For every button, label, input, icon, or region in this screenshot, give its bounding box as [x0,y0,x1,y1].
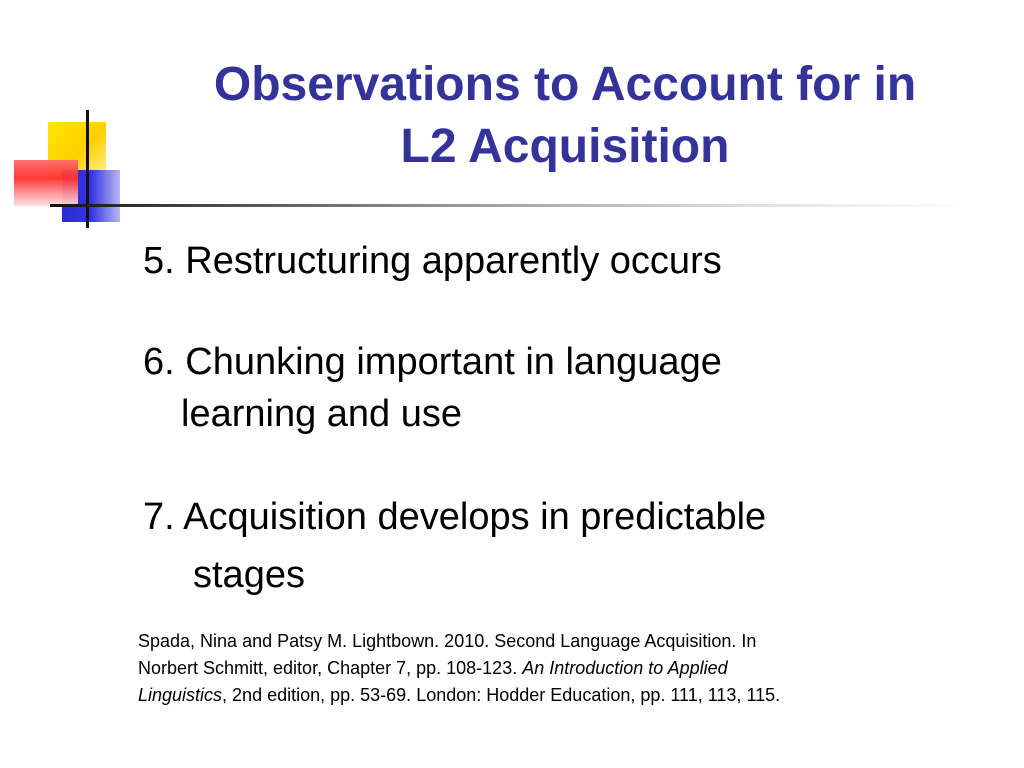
citation-line-3 [138,682,988,709]
citation-book-title: An Introduction to Applied [522,658,728,678]
list-item-line: 6. Chunking important in language [143,341,722,383]
list-item [143,488,766,604]
list-item-line-continuation: stages [193,554,305,596]
list-item [143,336,722,440]
citation [138,628,988,709]
list-item-line: 5. Restructuring apparently occurs [143,240,722,282]
list-item-line: 7. Acquisition develops in predictable [143,496,767,538]
citation-text: Norbert Schmitt, editor, Chapter 7, pp. 108-123. [138,658,523,678]
list-item [143,236,722,286]
decorative-vertical-line [86,110,89,228]
citation-text: , 2nd edition, pp. 53-69. London: Hodder Education, pp. 111, 113, 115. [222,685,781,705]
list-item-line-continuation: learning and use [181,393,462,435]
citation-book-title-end: Linguistics [138,685,223,705]
citation-line-1: Spada, Nina and Patsy M. Lightbown. 2010. Second Language Acquisition. In [138,631,757,651]
slide-title [130,54,1000,178]
title-underline-divider [50,204,962,207]
slide-title-line-1: Observations to Account for in [213,58,917,111]
decorative-red-square [14,160,78,206]
citation-line-2 [138,655,988,682]
slide-title-line-2: L2 Acquisition [400,120,730,173]
